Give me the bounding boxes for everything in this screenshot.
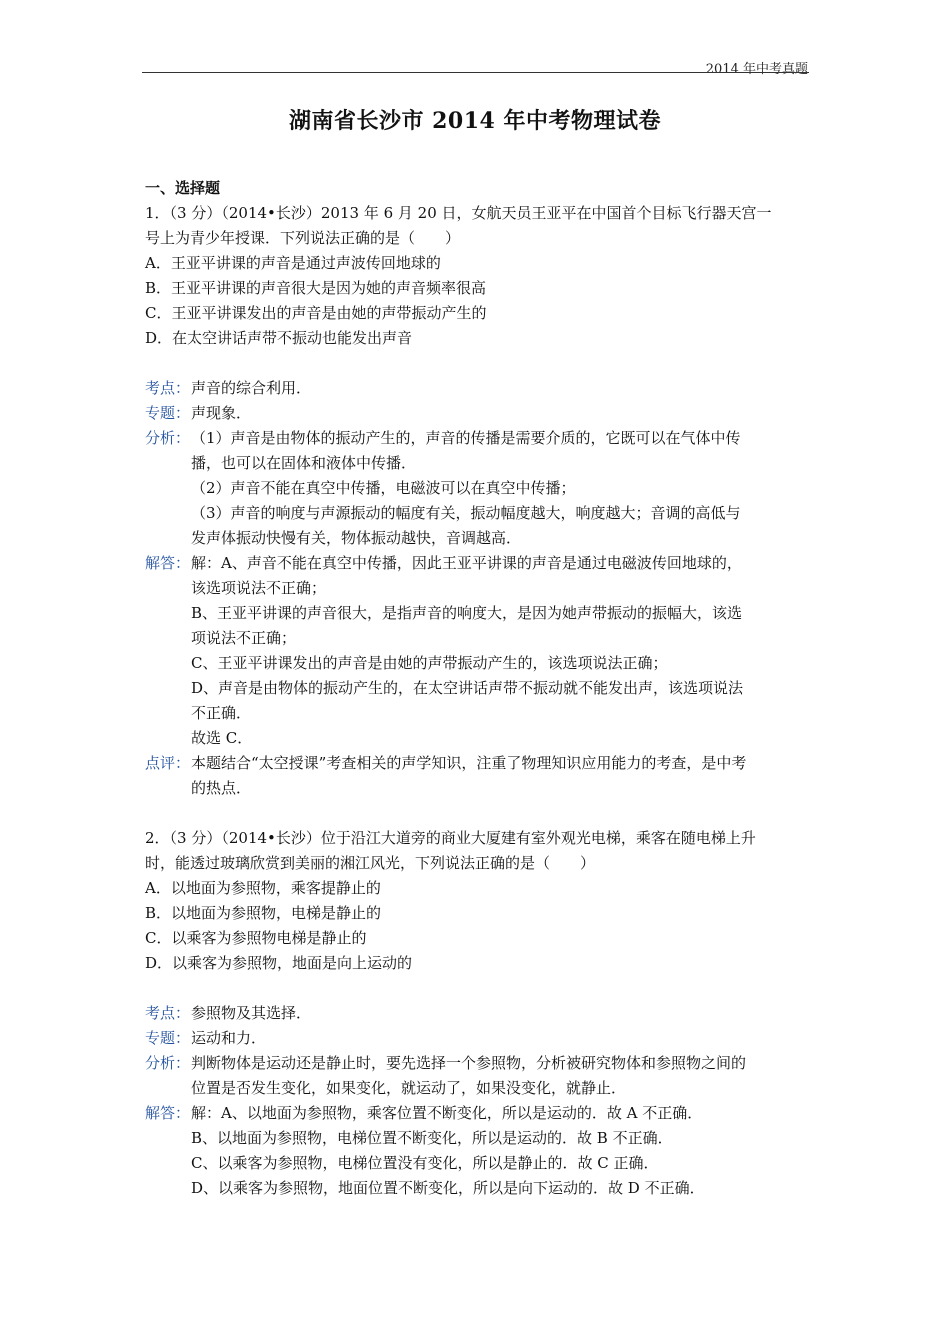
jieda-line: D、以乘客为参照物，地面位置不断变化，所以是向下运动的．故 D 不正确． xyxy=(191,1179,705,1197)
fenxi-line: 判断物体是运动还是静止时，要先选择一个参照物，分析被研究物体和参照物之间的 xyxy=(191,1054,747,1072)
jieda-line: C、王亚平讲课发出的声音是由她的声带振动产生的，该选项说法正确； xyxy=(191,654,668,672)
question-stem-line: 1．（3 分）（2014•长沙）2013 年 6 月 20 日，女航天员王亚平在中国首个目标飞行器天宫一 xyxy=(145,204,772,222)
dianping-label: 点评： xyxy=(145,754,191,772)
kaodian-text: 声音的综合利用． xyxy=(191,379,312,397)
fenxi-line: 发声体振动快慢有关，物体振动越快，音调越高． xyxy=(191,529,522,547)
jieda-line: D、声音是由物体的振动产生的，在太空讲话声带不振动就不能发出声，该选项说法 xyxy=(191,679,744,697)
header-rule xyxy=(142,72,809,73)
zhuanti-label: 专题： xyxy=(145,404,191,422)
jieda-line: 解：A、声音不能在真空中传播，因此王亚平讲课的声音是通过电磁波传回地球的， xyxy=(191,554,742,572)
jieda-row xyxy=(145,551,813,751)
zhuanti-text: 声现象． xyxy=(191,404,252,422)
option-d: D．在太空讲话声带不振动也能发出声音 xyxy=(145,329,413,347)
dianping-line: 本题结合“太空授课”考查相关的声学知识，注重了物理知识应用能力的考查，是中考 xyxy=(191,754,747,772)
zhuanti-row xyxy=(145,1026,813,1051)
zhuanti-text: 运动和力． xyxy=(191,1029,267,1047)
fenxi-label: 分析： xyxy=(145,1054,191,1072)
fenxi-line: 位置是否发生变化，如果变化，就运动了，如果没变化，就静止． xyxy=(191,1079,627,1097)
jieda-label: 解答： xyxy=(145,554,191,572)
jieda-line: 解：A、以地面为参照物，乘客位置不断变化，所以是运动的．故 A 不正确． xyxy=(191,1104,703,1122)
option-a: A．以地面为参照物，乘客提静止的 xyxy=(145,879,381,897)
jieda-line: 故选 C． xyxy=(191,729,253,747)
option-b: B．以地面为参照物，电梯是静止的 xyxy=(145,904,382,922)
jieda-line: 不正确． xyxy=(191,704,252,722)
option-b: B．王亚平讲课的声音很大是因为她的声音频率很高 xyxy=(145,279,487,297)
fenxi-line: （1）声音是由物体的振动产生的，声音的传播是需要介质的，它既可以在气体中传 xyxy=(191,429,741,447)
page-header-text: 2014 年中考真题 xyxy=(705,62,808,77)
dianping-line: 的热点． xyxy=(191,779,252,797)
jieda-line: B、王亚平讲课的声音很大，是指声音的响度大，是因为她声带振动的振幅大，该选 xyxy=(191,604,743,622)
question-stem-line: 号上为青少年授课．下列说法正确的是（ ） xyxy=(145,229,461,247)
jieda-label: 解答： xyxy=(145,1104,191,1122)
zhuanti-row xyxy=(145,401,813,426)
question-stem-line: 2．（3 分）（2014•长沙）位于沿江大道旁的商业大厦建有室外观光电梯，乘客在随电梯上升 xyxy=(145,829,756,847)
fenxi-label: 分析： xyxy=(145,429,191,447)
jieda-line: C、以乘客为参照物，电梯位置没有变化，所以是静止的．故 C 正确． xyxy=(191,1154,659,1172)
fenxi-line: （3）声音的响度与声源振动的幅度有关，振动幅度越大，响度越大；音调的高低与 xyxy=(191,504,741,522)
kaodian-row xyxy=(145,376,813,401)
zhuanti-label: 专题： xyxy=(145,1029,191,1047)
kaodian-label: 考点： xyxy=(145,379,191,397)
kaodian-text: 参照物及其选择． xyxy=(191,1004,312,1022)
kaodian-row xyxy=(145,1001,813,1026)
fenxi-line: （2）声音不能在真空中传播，电磁波可以在真空中传播； xyxy=(191,479,576,497)
kaodian-label: 考点： xyxy=(145,1004,191,1022)
jieda-line: B、以地面为参照物，电梯位置不断变化，所以是运动的．故 B 不正确． xyxy=(191,1129,673,1147)
question-2 xyxy=(145,826,813,1201)
jieda-line: 项说法不正确； xyxy=(191,629,297,647)
exam-title: 湖南省长沙市 2014 年中考物理试卷 xyxy=(288,108,662,134)
question-stem-line: 时，能透过玻璃欣赏到美丽的湘江风光，下列说法正确的是（ ） xyxy=(145,854,596,872)
option-d: D．以乘客为参照物，地面是向上运动的 xyxy=(145,954,413,972)
exam-content xyxy=(145,176,813,1201)
fenxi-row xyxy=(145,426,813,551)
fenxi-line: 播，也可以在固体和液体中传播． xyxy=(191,454,417,472)
dianping-row xyxy=(145,751,813,801)
section-heading: 一、选择题 xyxy=(145,179,221,197)
option-c: C．王亚平讲课发出的声音是由她的声带振动产生的 xyxy=(145,304,487,322)
option-c: C．以乘客为参照物电梯是静止的 xyxy=(145,929,367,947)
option-a: A．王亚平讲课的声音是通过声波传回地球的 xyxy=(145,254,441,272)
jieda-row xyxy=(145,1101,813,1201)
fenxi-row xyxy=(145,1051,813,1101)
question-1 xyxy=(145,201,813,801)
jieda-line: 该选项说法不正确； xyxy=(191,579,327,597)
